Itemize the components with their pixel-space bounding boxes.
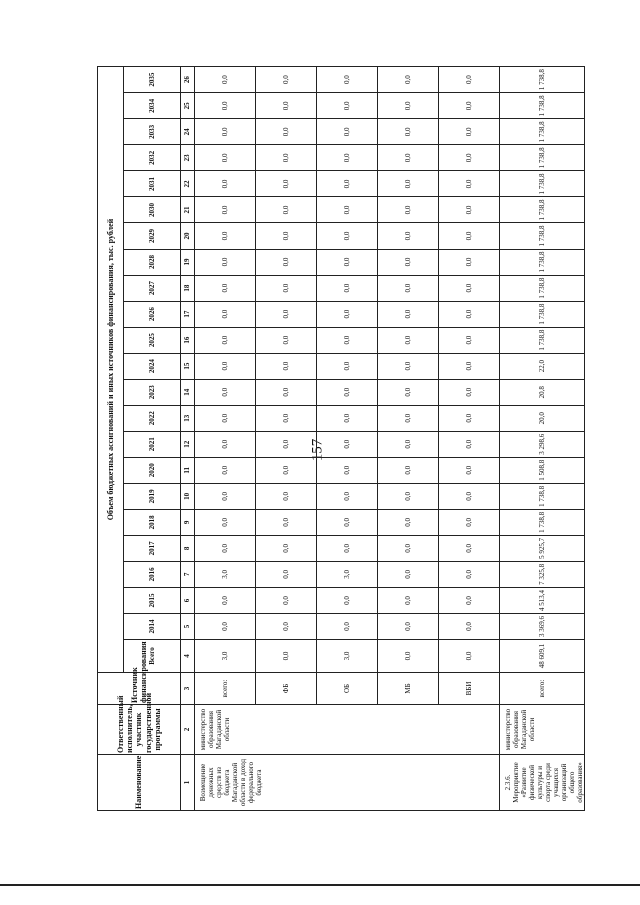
year-value: 3,0 [195, 561, 256, 587]
year-value: 0,0 [317, 145, 378, 171]
column-number: 14 [181, 379, 195, 405]
page-number: 157 [309, 438, 326, 462]
table-row [439, 67, 500, 811]
column-number: 17 [181, 301, 195, 327]
year-value: 0,0 [256, 535, 317, 561]
year-value: 0,0 [195, 145, 256, 171]
year-value: 0,0 [317, 379, 378, 405]
funding-source: ОБ [317, 673, 378, 705]
column-number: 1 [181, 755, 195, 811]
year-value: 0,0 [195, 535, 256, 561]
column-number: 13 [181, 405, 195, 431]
year-value: 0,0 [256, 509, 317, 535]
year-value: 0,0 [317, 301, 378, 327]
year-value: 1 738,8 [500, 327, 585, 353]
year-value: 0,0 [378, 587, 439, 613]
responsible-executor: министерство образования Магаданской области [195, 705, 500, 755]
year-value: 0,0 [378, 405, 439, 431]
year-value: 1 738,8 [500, 197, 585, 223]
header-year: 2019 [124, 483, 181, 509]
year-value: 0,0 [439, 561, 500, 587]
year-value: 0,0 [378, 379, 439, 405]
year-value: 0,0 [378, 67, 439, 93]
column-number: 11 [181, 457, 195, 483]
year-value: 0,0 [439, 275, 500, 301]
header-volume: Объем бюджетных ассигнований и иных источников финансирования, тыс. рублей [98, 67, 124, 673]
year-value: 0,0 [256, 67, 317, 93]
year-value: 1 738,8 [500, 67, 585, 93]
column-number: 8 [181, 535, 195, 561]
column-number: 19 [181, 249, 195, 275]
header-year: 2015 [124, 587, 181, 613]
header-year: 2023 [124, 379, 181, 405]
year-value: 0,0 [439, 431, 500, 457]
year-value: 1 738,8 [500, 275, 585, 301]
table-row [500, 67, 585, 811]
year-value: 0,0 [317, 353, 378, 379]
total-value: 0,0 [256, 640, 317, 673]
year-value: 0,0 [378, 223, 439, 249]
table-row [317, 67, 378, 811]
year-value: 0,0 [317, 509, 378, 535]
year-value: 0,0 [317, 535, 378, 561]
year-value: 0,0 [256, 93, 317, 119]
column-number: 7 [181, 561, 195, 587]
responsible-executor: министерство образования Магаданской области [500, 705, 585, 755]
year-value: 0,0 [439, 119, 500, 145]
year-value: 0,0 [195, 275, 256, 301]
column-number: 9 [181, 509, 195, 535]
year-value: 0,0 [195, 223, 256, 249]
year-value: 1 508,8 [500, 457, 585, 483]
column-number: 15 [181, 353, 195, 379]
column-number: 25 [181, 93, 195, 119]
year-value: 1 738,8 [500, 93, 585, 119]
year-value: 0,0 [195, 379, 256, 405]
year-value: 3 369,6 [500, 613, 585, 639]
year-value: 0,0 [317, 93, 378, 119]
year-value: 0,0 [439, 197, 500, 223]
year-value: 0,0 [195, 431, 256, 457]
year-value: 0,0 [195, 457, 256, 483]
year-value: 0,0 [317, 223, 378, 249]
total-value: 48 609,1 [500, 640, 585, 673]
year-value: 0,0 [195, 249, 256, 275]
year-value: 0,0 [256, 353, 317, 379]
year-value: 7 325,8 [500, 561, 585, 587]
column-number: 21 [181, 197, 195, 223]
year-value: 20,8 [500, 379, 585, 405]
year-value: 0,0 [378, 197, 439, 223]
header-year: 2017 [124, 535, 181, 561]
header-year: 2026 [124, 301, 181, 327]
header-year: 2030 [124, 197, 181, 223]
year-value: 0,0 [317, 457, 378, 483]
year-value: 0,0 [317, 431, 378, 457]
year-value: 3 298,6 [500, 431, 585, 457]
header-year: 2033 [124, 119, 181, 145]
year-value: 0,0 [378, 561, 439, 587]
column-number: 18 [181, 275, 195, 301]
year-value: 0,0 [195, 327, 256, 353]
year-value: 0,0 [256, 431, 317, 457]
year-value: 0,0 [317, 119, 378, 145]
year-value: 0,0 [195, 197, 256, 223]
year-value: 1 738,8 [500, 145, 585, 171]
year-value: 1 738,8 [500, 509, 585, 535]
year-value: 1 738,8 [500, 119, 585, 145]
column-number: 24 [181, 119, 195, 145]
header-year: 2029 [124, 223, 181, 249]
year-value: 0,0 [378, 509, 439, 535]
year-value: 3,0 [317, 561, 378, 587]
year-value: 0,0 [195, 67, 256, 93]
year-value: 0,0 [378, 353, 439, 379]
year-value: 0,0 [317, 405, 378, 431]
header-year: 2021 [124, 431, 181, 457]
year-value: 0,0 [378, 613, 439, 639]
header-year: 2027 [124, 275, 181, 301]
header-year: 2018 [124, 509, 181, 535]
year-value: 1 738,8 [500, 223, 585, 249]
year-value: 0,0 [317, 275, 378, 301]
table-row [256, 67, 317, 811]
year-value: 0,0 [378, 457, 439, 483]
year-value: 1 738,8 [500, 171, 585, 197]
year-value: 0,0 [439, 405, 500, 431]
column-number: 3 [181, 673, 195, 705]
funding-source: всего: [500, 673, 585, 705]
column-number: 10 [181, 483, 195, 509]
year-value: 0,0 [256, 457, 317, 483]
total-value: 0,0 [439, 640, 500, 673]
header-year: 2028 [124, 249, 181, 275]
year-value: 0,0 [439, 327, 500, 353]
total-value: 3,0 [195, 640, 256, 673]
year-value: 0,0 [256, 327, 317, 353]
year-value: 0,0 [317, 327, 378, 353]
year-value: 0,0 [439, 67, 500, 93]
year-value: 0,0 [378, 431, 439, 457]
header-year: 2032 [124, 145, 181, 171]
column-number: 26 [181, 67, 195, 93]
year-value: 0,0 [195, 405, 256, 431]
total-value: 0,0 [378, 640, 439, 673]
column-number: 5 [181, 613, 195, 639]
column-number: 20 [181, 223, 195, 249]
year-value: 0,0 [256, 483, 317, 509]
funding-source: всего: [195, 673, 256, 705]
year-value: 0,0 [317, 249, 378, 275]
funding-source: ФБ [256, 673, 317, 705]
year-value: 0,0 [439, 223, 500, 249]
year-value: 0,0 [439, 249, 500, 275]
year-value: 0,0 [256, 587, 317, 613]
year-value: 0,0 [439, 509, 500, 535]
year-value: 0,0 [439, 613, 500, 639]
funding-source: МБ [378, 673, 439, 705]
year-value: 0,0 [439, 457, 500, 483]
year-value: 0,0 [378, 93, 439, 119]
header-year: 2022 [124, 405, 181, 431]
year-value: 5 925,7 [500, 535, 585, 561]
year-value: 1 738,8 [500, 249, 585, 275]
year-value: 0,0 [195, 509, 256, 535]
table-row [378, 67, 439, 811]
column-number: 2 [181, 705, 195, 755]
year-value: 0,0 [256, 197, 317, 223]
year-value: 0,0 [378, 535, 439, 561]
year-value: 4 513,4 [500, 587, 585, 613]
header-total: Всего [124, 640, 181, 673]
year-value: 0,0 [195, 119, 256, 145]
header-name: Наименование [98, 755, 181, 811]
year-value: 0,0 [195, 613, 256, 639]
column-number: 4 [181, 640, 195, 673]
year-value: 0,0 [256, 275, 317, 301]
year-value: 0,0 [256, 405, 317, 431]
year-value: 0,0 [256, 561, 317, 587]
year-value: 0,0 [439, 587, 500, 613]
year-value: 0,0 [439, 353, 500, 379]
bottom-rule [0, 884, 640, 886]
year-value: 0,0 [256, 249, 317, 275]
year-value: 0,0 [195, 483, 256, 509]
header-year: 2016 [124, 561, 181, 587]
header-year: 2024 [124, 353, 181, 379]
year-value: 1 738,8 [500, 483, 585, 509]
header-year: 2031 [124, 171, 181, 197]
rotated-table-wrapper [97, 66, 585, 811]
year-value: 0,0 [317, 197, 378, 223]
year-value: 0,0 [256, 301, 317, 327]
year-value: 0,0 [256, 613, 317, 639]
header-source: Источник финансирования [98, 673, 181, 705]
year-value: 0,0 [195, 587, 256, 613]
year-value: 0,0 [256, 119, 317, 145]
column-number: 22 [181, 171, 195, 197]
year-value: 0,0 [317, 67, 378, 93]
year-value: 0,0 [378, 119, 439, 145]
year-value: 0,0 [256, 145, 317, 171]
header-responsible: Ответственный исполнитель, участник государственной программы [98, 705, 181, 755]
financing-table [97, 66, 585, 811]
year-value: 0,0 [439, 301, 500, 327]
header-year: 2014 [124, 613, 181, 639]
year-value: 0,0 [378, 171, 439, 197]
column-number: 6 [181, 587, 195, 613]
year-value: 0,0 [317, 587, 378, 613]
year-value: 0,0 [256, 223, 317, 249]
column-number: 16 [181, 327, 195, 353]
year-value: 0,0 [378, 301, 439, 327]
year-value: 0,0 [256, 379, 317, 405]
year-value: 0,0 [195, 93, 256, 119]
year-value: 0,0 [256, 171, 317, 197]
year-value: 0,0 [439, 93, 500, 119]
year-value: 0,0 [378, 145, 439, 171]
year-value: 1 738,8 [500, 301, 585, 327]
funding-source: ВБИ [439, 673, 500, 705]
year-value: 0,0 [195, 301, 256, 327]
header-year: 2025 [124, 327, 181, 353]
year-value: 0,0 [378, 275, 439, 301]
column-number: 23 [181, 145, 195, 171]
total-value: 3,0 [317, 640, 378, 673]
measure-name: Возмещение денежных средств из бюджета Магаданской области в доход федерального бюджета [195, 755, 500, 811]
header-year: 2034 [124, 93, 181, 119]
year-value: 0,0 [439, 379, 500, 405]
year-value: 0,0 [195, 353, 256, 379]
year-value: 0,0 [317, 483, 378, 509]
year-value: 0,0 [195, 171, 256, 197]
year-value: 0,0 [439, 171, 500, 197]
year-value: 0,0 [317, 613, 378, 639]
header-year: 2035 [124, 67, 181, 93]
year-value: 0,0 [378, 249, 439, 275]
year-value: 0,0 [439, 483, 500, 509]
year-value: 0,0 [317, 171, 378, 197]
year-value: 20,0 [500, 405, 585, 431]
measure-name: 2.3.6. Мероприятие «Развитие физической культуры и спорта среди учащихся организаций общего образования» [500, 755, 585, 811]
year-value: 0,0 [439, 535, 500, 561]
year-value: 0,0 [439, 145, 500, 171]
year-value: 0,0 [378, 327, 439, 353]
table-row [195, 67, 256, 811]
year-value: 22,0 [500, 353, 585, 379]
header-year: 2020 [124, 457, 181, 483]
year-value: 0,0 [378, 483, 439, 509]
column-number: 12 [181, 431, 195, 457]
